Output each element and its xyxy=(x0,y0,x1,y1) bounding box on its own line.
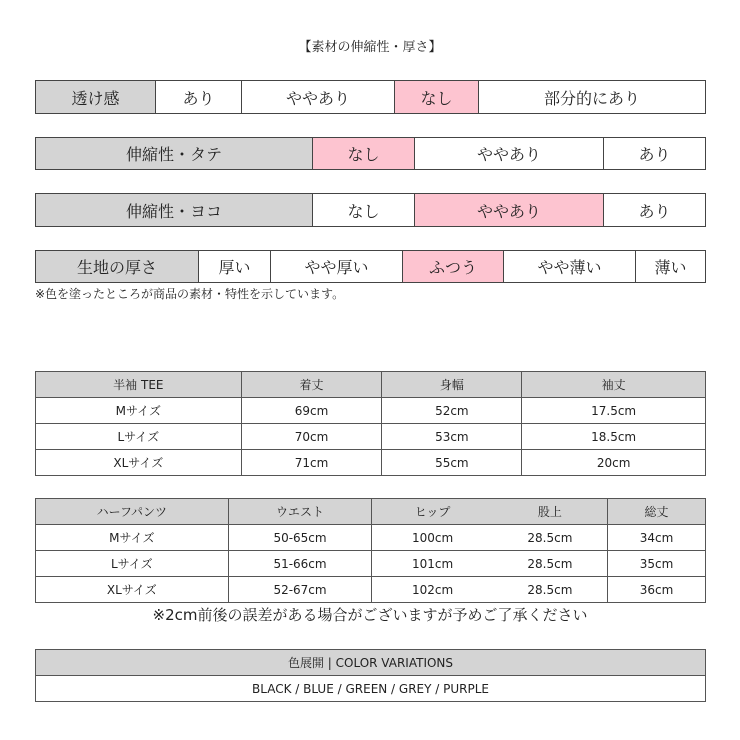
table-row xyxy=(36,424,706,450)
color-variations-table xyxy=(35,649,706,702)
table-cell: 18.5cm xyxy=(522,424,706,450)
stretch-horizontal-option-somewhat: ややあり xyxy=(414,194,603,226)
tee-header-item: 半袖 TEE xyxy=(36,372,242,398)
table-cell: 28.5cm xyxy=(493,551,608,577)
tee-size-table xyxy=(35,371,706,476)
table-cell: 53cm xyxy=(382,424,522,450)
table-row xyxy=(36,398,706,424)
table-cell: 36cm xyxy=(608,577,706,603)
sheer-row xyxy=(35,80,706,114)
table-cell: 55cm xyxy=(382,450,522,476)
table-cell: 17.5cm xyxy=(522,398,706,424)
table-cell: Lサイズ xyxy=(36,424,242,450)
table-row xyxy=(36,450,706,476)
stretch-vertical-option-none: なし xyxy=(312,138,414,169)
stretch-vertical-option-yes: あり xyxy=(603,138,705,169)
stretch-vertical-option-somewhat: ややあり xyxy=(414,138,603,169)
pants-header-rise: 股上 xyxy=(493,499,608,525)
table-cell: Mサイズ xyxy=(36,398,242,424)
table-cell: Mサイズ xyxy=(36,525,229,551)
sheer-option-somewhat: ややあり xyxy=(241,81,394,113)
table-header-row xyxy=(36,372,706,398)
table-header-row xyxy=(36,499,706,525)
sheer-option-yes: あり xyxy=(155,81,241,113)
table-header-row xyxy=(36,650,706,676)
page-title: 【素材の伸縮性・厚さ】 xyxy=(298,40,442,55)
table-row xyxy=(36,525,706,551)
color-variations-values: BLACK / BLUE / GREEN / GREY / PURPLE xyxy=(36,676,706,702)
pants-header-hip: ヒップ xyxy=(372,499,493,525)
error-margin-note: ※2cm前後の誤差がある場合がございますが予めご了承ください xyxy=(152,606,588,624)
pants-header-waist: ウエスト xyxy=(228,499,372,525)
table-row xyxy=(36,577,706,603)
table-cell: 28.5cm xyxy=(493,525,608,551)
stretch-horizontal-option-none: なし xyxy=(312,194,414,226)
table-cell: XLサイズ xyxy=(36,577,229,603)
table-cell: Lサイズ xyxy=(36,551,229,577)
table-cell: 100cm xyxy=(372,525,493,551)
table-cell: 52cm xyxy=(382,398,522,424)
pants-header-total-length: 総丈 xyxy=(608,499,706,525)
table-cell: 35cm xyxy=(608,551,706,577)
pants-header-item: ハーフパンツ xyxy=(36,499,229,525)
table-row xyxy=(36,676,706,702)
sheer-label: 透け感 xyxy=(36,81,155,113)
sheer-option-none: なし xyxy=(394,81,478,113)
stretch-horizontal-option-yes: あり xyxy=(603,194,705,226)
table-cell: 69cm xyxy=(241,398,382,424)
table-cell: 50-65cm xyxy=(228,525,372,551)
table-row xyxy=(36,551,706,577)
stretch-vertical-row xyxy=(35,137,706,170)
thickness-option-thick: 厚い xyxy=(198,251,270,282)
table-cell: XLサイズ xyxy=(36,450,242,476)
table-cell: 102cm xyxy=(372,577,493,603)
highlight-note: ※色を塗ったところが商品の素材・特性を示しています。 xyxy=(35,287,345,301)
sheer-option-partial: 部分的にあり xyxy=(478,81,705,113)
pants-size-table xyxy=(35,498,706,603)
thickness-row xyxy=(35,250,706,283)
table-cell: 71cm xyxy=(241,450,382,476)
tee-header-sleeve: 袖丈 xyxy=(522,372,706,398)
thickness-option-somewhat-thick: やや厚い xyxy=(270,251,402,282)
color-variations-header: 色展開 | COLOR VARIATIONS xyxy=(36,650,706,676)
stretch-horizontal-row xyxy=(35,193,706,227)
stretch-horizontal-label: 伸縮性・ヨコ xyxy=(36,194,312,226)
table-cell: 20cm xyxy=(522,450,706,476)
thickness-label: 生地の厚さ xyxy=(36,251,198,282)
table-cell: 28.5cm xyxy=(493,577,608,603)
table-cell: 101cm xyxy=(372,551,493,577)
tee-header-length: 着丈 xyxy=(241,372,382,398)
table-cell: 51-66cm xyxy=(228,551,372,577)
table-cell: 34cm xyxy=(608,525,706,551)
thickness-option-thin: 薄い xyxy=(635,251,705,282)
thickness-option-normal: ふつう xyxy=(402,251,503,282)
table-cell: 52-67cm xyxy=(228,577,372,603)
thickness-option-somewhat-thin: やや薄い xyxy=(503,251,635,282)
tee-header-width: 身幅 xyxy=(382,372,522,398)
stretch-vertical-label: 伸縮性・タテ xyxy=(36,138,312,169)
table-cell: 70cm xyxy=(241,424,382,450)
